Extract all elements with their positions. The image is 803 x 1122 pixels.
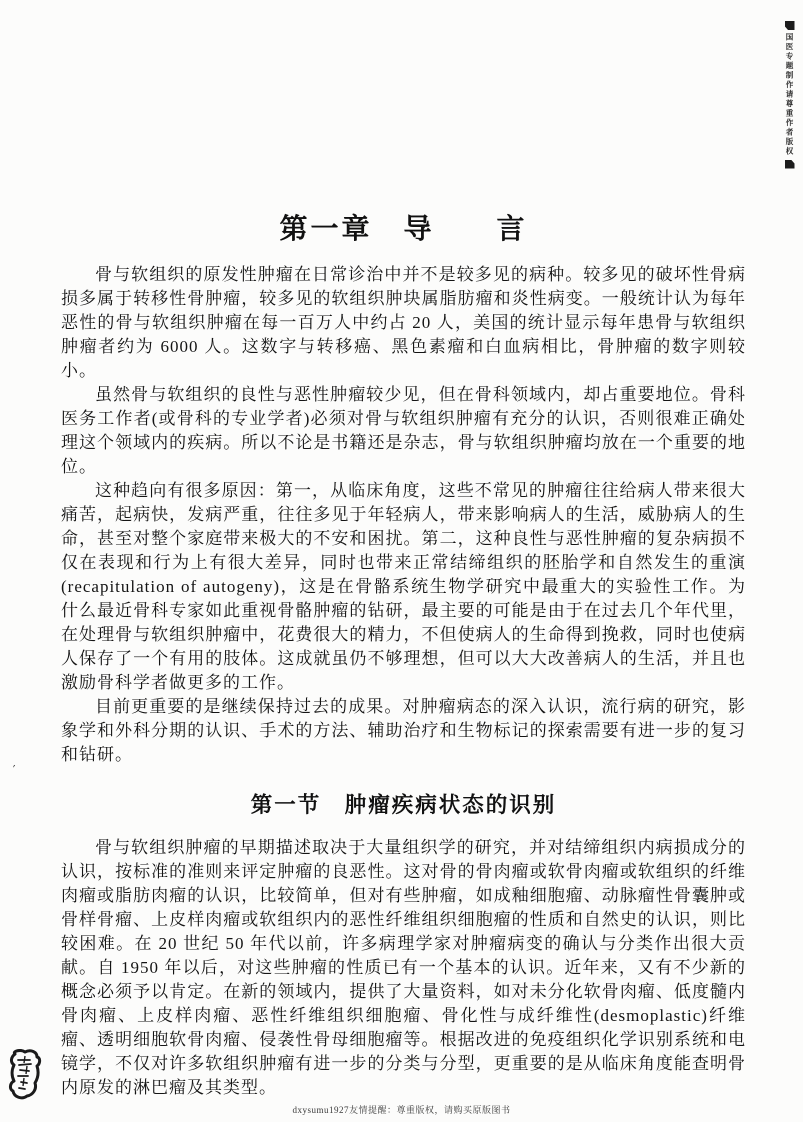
side-watermark-text: 国医专题制作请尊重作者版权 [785, 33, 794, 157]
paragraph: 骨与软组织的原发性肿瘤在日常诊治中并不是较多见的病种。较多见的破坏性骨病损多属于转移性骨肿瘤，较多见的软组织肿块属脂肪瘤和炎性病变。一般统计认为每年恶性的骨与软组织肿瘤在每一百万人中约占 20 人，美国的统计显示每年患骨与软组织肿瘤者约为 6000 人。这数字与转移癌、黑色素瘤和白血病相比，骨肿瘤的数字则较小。 [61, 265, 746, 380]
footer-copyright-note: dxysumu1927友情提醒：尊重版权，请购买原版图书 [292, 1105, 511, 1115]
paragraph: 骨与软组织肿瘤的早期描述取决于大量组织学的研究，并对结缔组织内病损成分的认识，按标准的准则来评定肿瘤的良恶性。这对骨的骨肉瘤或软骨肉瘤或软组织的纤维肉瘤或脂肪肉瘤的认识，比较简单，但对有些肿瘤，如成釉细胞瘤、动脉瘤性骨囊肿或骨样骨瘤、上皮样肉瘤或软组织内的恶性纤维组织细胞瘤的性质和自然史的认识，则比较困难。在 20 世纪 50 年代以前，许多病理学家对肿瘤病变的确认与分类作出很大贡献。自 1950 年以后，对这些肿瘤的性质已有一个基本的认识。近年来，又有不少新的概念必须予以肯定。在新的领域内，提供了大量资料，如对未分化软骨肉瘤、低度髓内骨肉瘤、上皮样肉瘤、恶性纤维组织细胞瘤、骨化性与成纤维性(desmoplastic)纤维瘤、透明细胞软骨肉瘤、侵袭性骨母细胞瘤等。根据改进的免疫组织化学识别系统和电镜学，不仅对许多软组织肿瘤有进一步的分类与分型，更重要的是从临床角度能查明骨内原发的淋巴瘤及其类型。 [61, 838, 746, 1097]
paragraph: 虽然骨与软组织的良性与恶性肿瘤较少见，但在骨科领域内，却占重要地位。骨科医务工作者(或骨科的专业学者)必须对骨与软组织肿瘤有充分的认识，否则很难正确处理这个领域内的疾病。所以不论是书籍还是杂志，骨与软组织肿瘤均放在一个重要的地位。 [61, 385, 746, 476]
collector-seal-stamp [5, 1049, 49, 1106]
side-watermark-strip [784, 21, 795, 169]
watermark-bottom-square [785, 160, 795, 169]
paragraph: 这种趋向有很多原因：第一，从临床角度，这些不常见的肿瘤往往给病人带来很大痛苦，起病快，发病严重，往往多见于年轻病人，带来影响病人的生活，威胁病人的生命，甚至对整个家庭带来极大的不安和困扰。第二，这种良性与恶性肿瘤的复杂病损不仅在表现和行为上有很大差异，同时也带来正常结缔组织的胚胎学和自然发生的重演(recapitulation of autogeny)，这是在骨骼系统生物学研究中最重大的实验性工作。为什么最近骨科专家如此重视骨骼肿瘤的钻研，最主要的可能是由于在过去几个年代里，在处理骨与软组织肿瘤中，花费很大的精力，不但使病人的生命得到挽救，同时也使病人保存了一个有用的肢体。这成就虽仍不够理想，但可以大大改善病人的生活，并且也激励骨科学者做更多的工作。 [61, 481, 746, 692]
page-body [61, 0, 746, 1100]
seal-icon [5, 1049, 49, 1101]
chapter-title: 第一章 导 言 [279, 214, 528, 245]
paragraph: 目前更重要的是继续保持过去的成果。对肿瘤病态的深入认识，流行病的研究，影象学和外科分期的认识、手术的方法、辅助治疗和生物标记的探索需要有进一步的复习和钻研。 [61, 697, 746, 764]
watermark-top-square [785, 21, 795, 30]
stray-mark: ′ [10, 762, 17, 776]
section-title: 第一节 肿瘤疾病状态的识别 [250, 793, 557, 817]
